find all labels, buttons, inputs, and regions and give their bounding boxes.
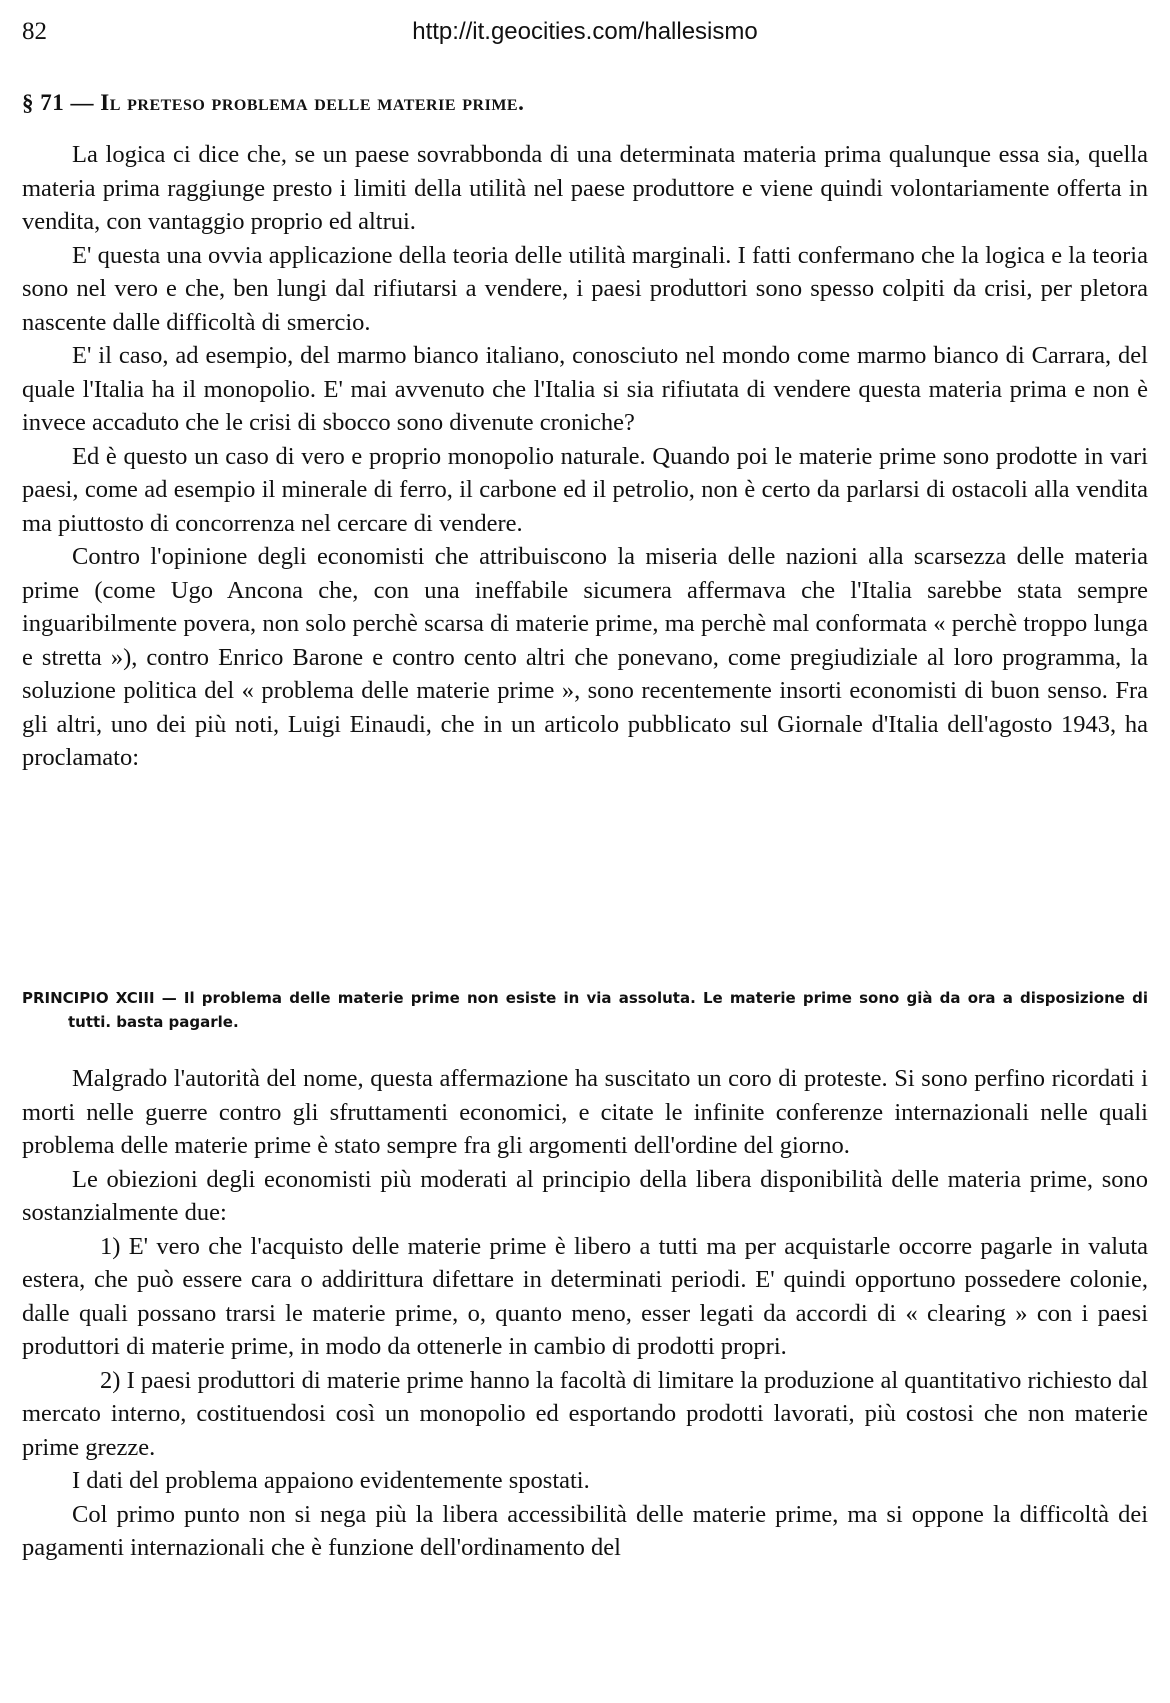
objection-item-2: 2) I paesi produttori di materie prime hanno la facoltà di limitare la produzione al quantitativo richiesto dal mercato interno, costituendosi così un monopolio ed esportando prodotti lavorati, più costosi che non materie prime grezze. [22,1366,1148,1461]
paragraph: Col primo punto non si nega più la libera accessibilità delle materie prime, ma si oppone la difficoltà dei pagamenti internazionali che è funzione dell'ordinamento del [22,1500,1148,1561]
paragraph: E' il caso, ad esempio, del marmo bianco italiano, conosciuto nel mondo come marmo bianco di Carrara, del quale l'Italia ha il monopolio. E' mai avvenuto che l'Italia si sia rifiutata di vendere questa materia prima e non è invece accaduto che le crisi di sbocco sono divenute croniche? [22,342,1148,436]
objection-item-1: 1) E' vero che l'acquisto delle materie prime è libero a tutti ma per acquistarle occorre pagarle in valuta estera, che può essere cara o addirittura difettare in determinati periodi. E' quindi opportuno possedere colonie, dalle quali possano trarsi le materie prime, o, quanto meno, esser legati da accordi di « clearing » con i paesi produttori di materie prime, in modo da ottenerle in cambio di prodotti propri. [22,1232,1148,1360]
text-block-before [22,138,1148,775]
section-title: § 71 — Il preteso problema delle materie prime. [22,90,525,115]
text-block-after [22,1062,1148,1565]
paragraph: Contro l'opinione degli economisti che attribuiscono la miseria delle nazioni alla scarsezza delle materia prime (come Ugo Ancona che, con una ineffabile sicumera affermava che l'Italia sarebbe stata sempre inguaribilmente povera, non solo perchè scarsa di materie prime, ma perchè mal conformata « perchè troppo lunga e stretta »), contro Enrico Barone e contro cento altri che ponevano, come pregiudiziale al loro programma, la soluzione politica del « problema delle materie prime », sono recentemente insorti economisti di buon senso. Fra gli altri, uno dei più noti, Luigi Einaudi, che in un articolo pubblicato sul Giornale d'Italia dell'agosto 1943, ha proclamato: [22,543,1148,771]
principle-statement: PRINCIPIO XCIII — Il problema delle materie prime non esiste in via assoluta. Le materie prime sono già da ora a disposizione di tutti. basta pagarle. [22,989,1148,1031]
paragraph: La logica ci dice che, se un paese sovrabbonda di una determinata materia prima qualunque essa sia, quella materia prima raggiunge presto i limiti della utilità nel paese produttore e viene quindi volontariamente offerta in vendita, con vantaggio proprio ed altrui. [22,141,1148,235]
paragraph: I dati del problema appaiono evidentemente spostati. [72,1467,590,1494]
header-url[interactable]: http://it.geocities.com/hallesismo [412,18,758,45]
paragraph: Le obiezioni degli economisti più moderati al principio della libera disponibilità delle materia prime, sono sostanzialmente due: [22,1165,1148,1226]
page-header [22,18,1148,52]
paragraph: Ed è questo un caso di vero e proprio monopolio naturale. Quando poi le materie prime sono prodotte in vari paesi, come ad esempio il minerale di ferro, il carbone ed il petrolio, non è certo da parlarsi di ostacoli alla vendita ma piuttosto di concorrenza nel cercare di vendere. [22,442,1148,537]
paragraph: Malgrado l'autorità del nome, questa affermazione ha suscitato un coro di proteste. Si sono perfino ricordati i morti nelle guerre contro gli sfruttamenti economici, e citate le infinite conferenze internazionali nelle quali problema delle materie prime è stato sempre fra gli argomenti dell'ordine del giorno. [22,1065,1148,1159]
page-number: 82 [22,18,47,45]
paragraph: E' questa una ovvia applicazione della teoria delle utilità marginali. I fatti confermano che la logica e la teoria sono nel vero e che, ben lungi dal rifiutarsi a vendere, i paesi produttori sono spesso colpiti da crisi, per pletora nascente dalle difficoltà di smercio. [22,241,1148,336]
